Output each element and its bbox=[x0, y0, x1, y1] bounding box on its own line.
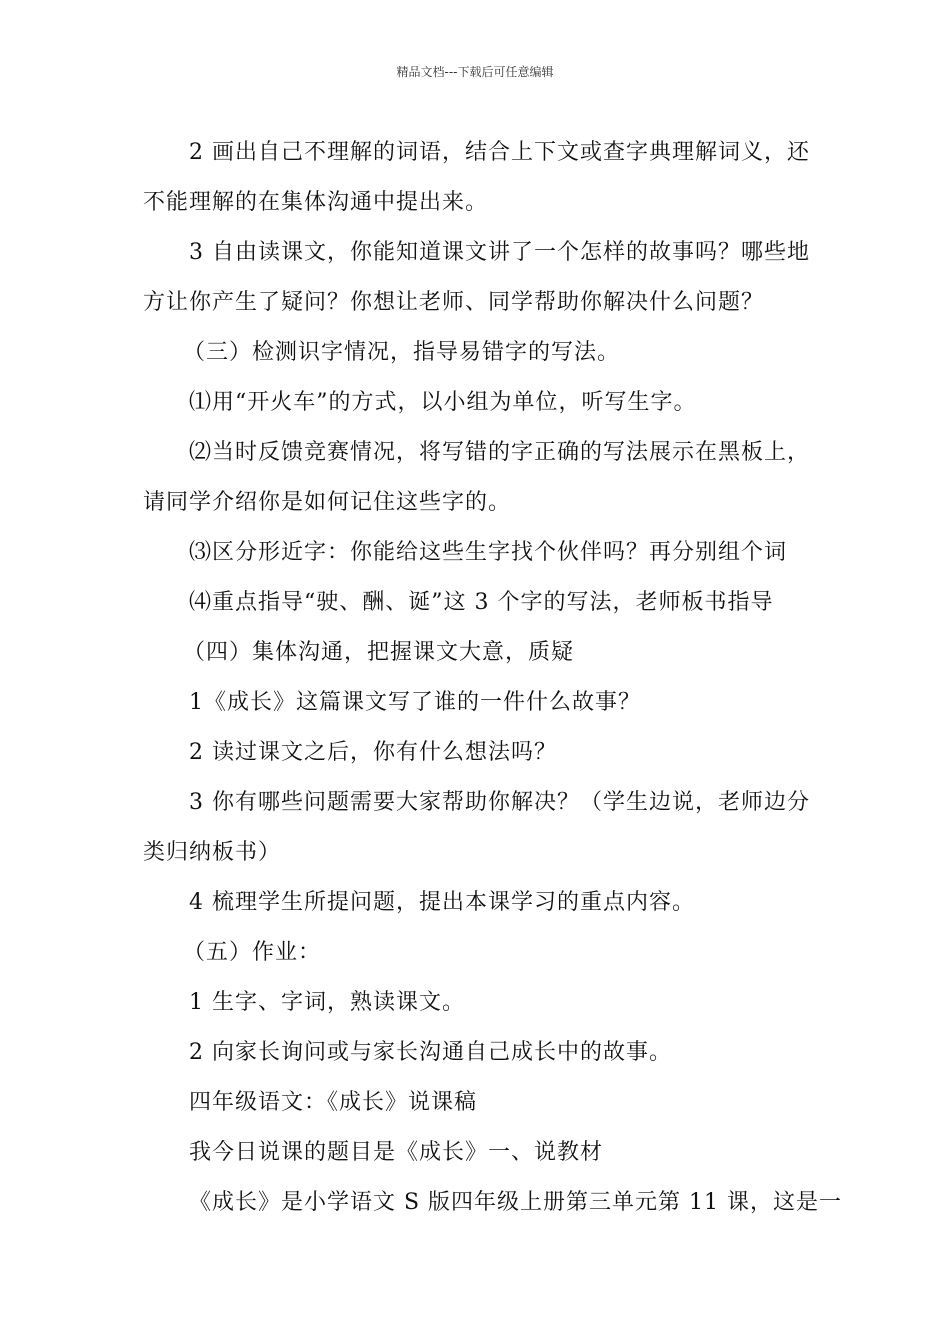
paragraph-line: 4 梳理学生所提问题，提出本课学习的重点内容。 bbox=[189, 890, 695, 915]
paragraph-line: 1 生字、字词，熟读课文。 bbox=[189, 990, 465, 1015]
header-watermark: 精品文档---下载后可任意编辑 bbox=[396, 65, 554, 79]
paragraph-line: 方让你产生了疑问？你想让老师、同学帮助你解决什么问题？ bbox=[143, 290, 765, 315]
paragraph-line: 3 自由读课文，你能知道课文讲了一个怎样的故事吗？哪些地 bbox=[189, 240, 810, 265]
paragraph-line: ⑶区分形近字：你能给这些生字找个伙伴吗？再分别组个词 bbox=[189, 540, 788, 565]
paragraph-line: ⑴用“开火车”的方式，以小组为单位，听写生字。 bbox=[189, 390, 697, 415]
section-heading: （五）作业： bbox=[183, 940, 322, 965]
paragraph-line: 2 向家长询问或与家长沟通自己成长中的故事。 bbox=[189, 1040, 672, 1065]
paragraph-line: 类归纳板书） bbox=[143, 840, 282, 865]
paragraph-line: ⑷重点指导“驶、酬、诞”这 3 个字的写法，老师板书指导 bbox=[189, 590, 774, 615]
section-heading: （四）集体沟通，把握课文大意，质疑 bbox=[183, 640, 575, 665]
paragraph-line: 我今日说课的题目是《成长》一、说教材 bbox=[189, 1140, 604, 1165]
section-heading: （三）检测识字情况，指导易错字的写法。 bbox=[183, 340, 621, 365]
paragraph-line: 2 读过课文之后，你有什么想法吗？ bbox=[189, 740, 557, 765]
paragraph-line: 3 你有哪些问题需要大家帮助你解决？（学生边说，老师边分 bbox=[189, 790, 810, 815]
document-title: 四年级语文：《成长》说课稿 bbox=[189, 1090, 478, 1115]
paragraph-line: 1《成长》这篇课文写了谁的一件什么故事？ bbox=[189, 690, 641, 715]
paragraph-line: 请同学介绍你是如何记住这些字的。 bbox=[143, 490, 512, 515]
paragraph-line: ⑵当时反馈竞赛情况，将写错的字正确的写法展示在黑板上， bbox=[189, 440, 811, 465]
paragraph-line: 《成长》是小学语文 S 版四年级上册第三单元第 11 课，这是一 bbox=[189, 1190, 843, 1215]
document-body bbox=[143, 128, 843, 1228]
paragraph-line: 2 画出自己不理解的词语，结合上下文或查字典理解词义，还 bbox=[189, 140, 810, 165]
paragraph-line: 不能理解的在集体沟通中提出来。 bbox=[143, 190, 489, 215]
